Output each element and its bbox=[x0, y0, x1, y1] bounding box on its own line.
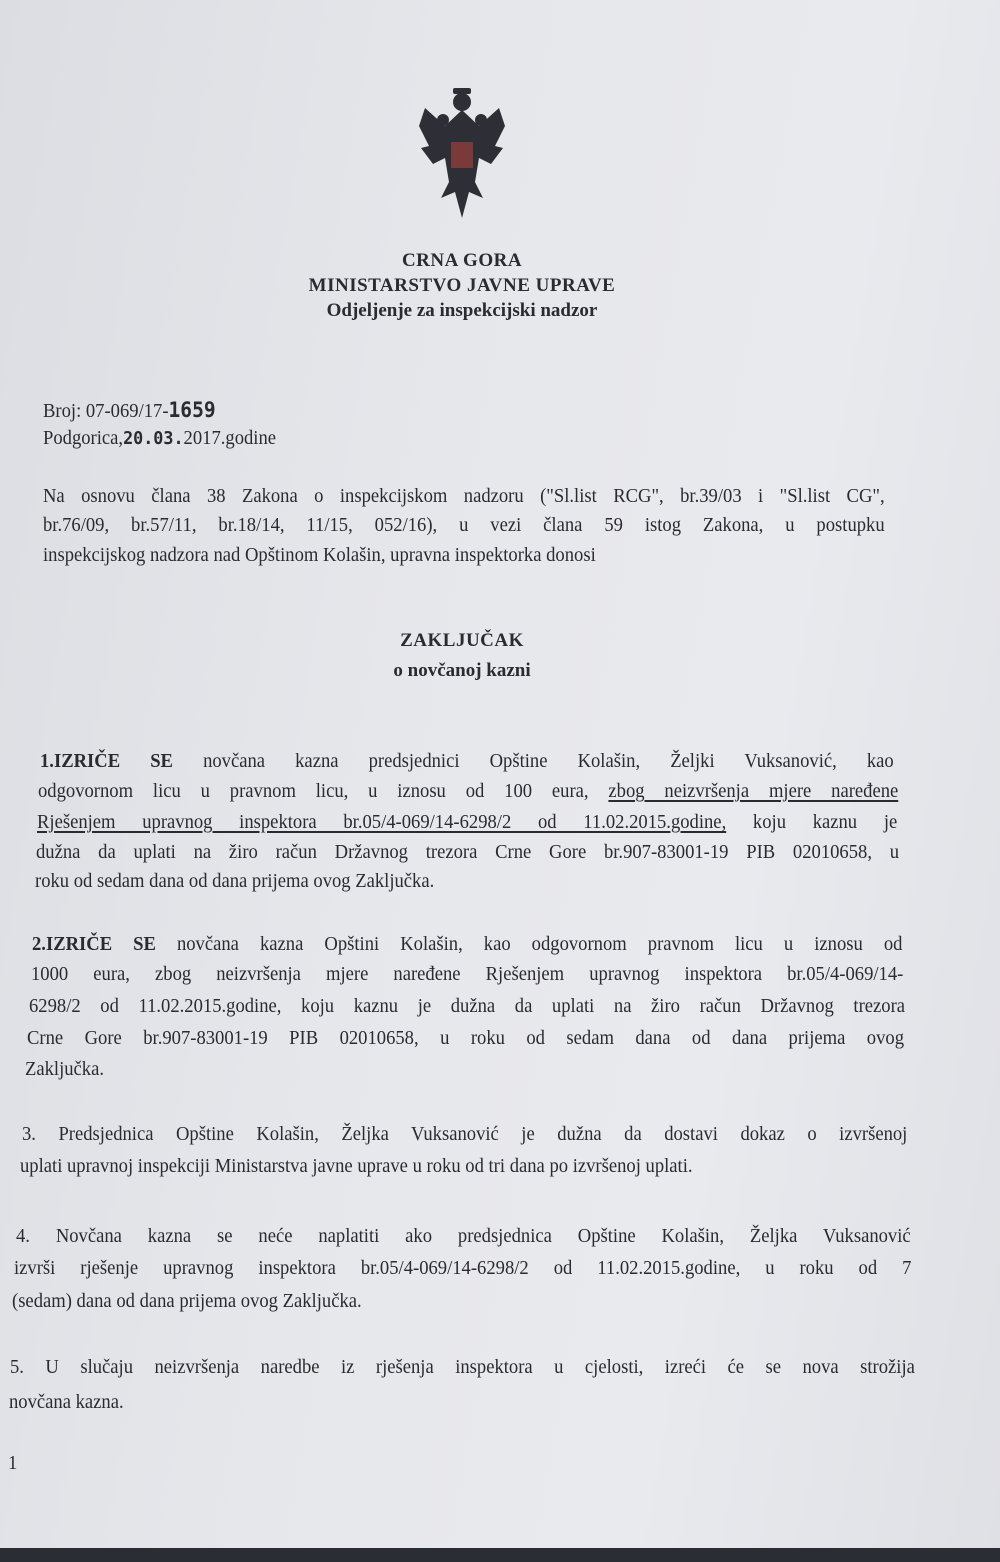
document-number bbox=[43, 398, 216, 423]
p2-line: Zaključka. bbox=[25, 1058, 105, 1080]
p2-line: Crne Gore br.907-83001-19 PIB 02010658, u roku od sedam dana od dana prijema ovog bbox=[27, 1027, 904, 1049]
p1-text: odgovornom licu u pravnom licu, u iznosu od 100 eura, bbox=[38, 780, 609, 802]
p2-line bbox=[32, 932, 902, 956]
header-department: Odjeljenje za inspekcijski nadzor bbox=[326, 300, 598, 321]
p4-line: 4. Novčana kazna se neće naplatiti ako predsjednica Opštine Kolašin, Željka Vuksanović bbox=[16, 1225, 911, 1247]
coat-of-arms-icon bbox=[415, 86, 509, 222]
number-label: Broj: 07-069/17- bbox=[43, 400, 169, 422]
p1-line bbox=[37, 810, 897, 834]
p1-underlined: zbog neizvršenja mjere naređene bbox=[608, 780, 899, 802]
photo-edge bbox=[0, 1548, 1000, 1562]
p3-line: 3. Predsjednica Opštine Kolašin, Željka Vuksanović je dužna da dostavi dokaz o izvršenoj bbox=[22, 1123, 908, 1145]
p2-line: 6298/2 od 11.02.2015.godine, koju kaznu je dužna da uplati na žiro račun Državnog trezora bbox=[29, 995, 906, 1017]
p1-bold: 1.IZRIČE SE bbox=[40, 750, 173, 772]
p2-bold: 2.IZRIČE SE bbox=[32, 933, 156, 955]
place: Podgorica, bbox=[43, 427, 124, 449]
intro-line: inspekcijskog nadzora nad Opštinom Kolašin, upravna inspektorka donosi bbox=[43, 544, 596, 566]
p1-line bbox=[40, 749, 894, 773]
header-country: CRNA GORA bbox=[401, 250, 523, 271]
document-subtitle: o novčanoj kazni bbox=[393, 660, 531, 681]
intro-line: br.76/09, br.57/11, br.18/14, 11/15, 052/16), u vezi člana 59 istog Zakona, u postupku bbox=[43, 514, 885, 536]
date-year: 2017.godine bbox=[183, 427, 277, 449]
p4-line: (sedam) dana od dana prijema ovog Zaključka. bbox=[12, 1290, 362, 1312]
handwritten-number: 1659 bbox=[168, 398, 216, 422]
page-number: 1 bbox=[8, 1452, 18, 1474]
p1-line: dužna da uplati na žiro račun Državnog trezora Crne Gore br.907-83001-19 PIB 02010658, u bbox=[36, 841, 900, 863]
handwritten-date: 20.03. bbox=[123, 428, 184, 449]
p5-line: novčana kazna. bbox=[9, 1391, 124, 1413]
p5-line: 5. U slučaju neizvršenja naredbe iz rješenja inspektora u cjelosti, izreći će se nova strožija bbox=[10, 1356, 915, 1378]
p3-line: uplati upravnoj inspekciji Ministarstva javne uprave u roku od tri dana po izvršenoj uplati. bbox=[20, 1155, 693, 1177]
p1-line: roku od sedam dana od dana prijema ovog Zaključka. bbox=[35, 870, 435, 892]
p1-text: koju kaznu je bbox=[726, 811, 898, 833]
p1-text: novčana kazna predsjednici Opštine Kolašin, Željki Vuksanović, kao bbox=[172, 750, 894, 772]
p4-line: izvrši rješenje upravnog inspektora br.05/4-069/14-6298/2 od 11.02.2015.godine, u roku od 7 bbox=[14, 1257, 912, 1279]
header-ministry: MINISTARSTVO JAVNE UPRAVE bbox=[308, 275, 616, 296]
document-date bbox=[43, 426, 276, 451]
document-title: ZAKLJUČAK bbox=[400, 630, 524, 651]
p1-line bbox=[38, 779, 898, 803]
p2-text: novčana kazna Opštini Kolašin, kao odgovornom pravnom licu u iznosu od bbox=[155, 933, 903, 955]
p2-line: 1000 eura, zbog neizvršenja mjere naređene Rješenjem upravnog inspektora br.05/4-069/14- bbox=[31, 963, 904, 985]
p1-underlined: Rješenjem upravnog inspektora br.05/4-069/14-6298/2 od 11.02.2015.godine, bbox=[37, 811, 727, 833]
intro-line: Na osnovu člana 38 Zakona o inspekcijskom nadzoru ("Sl.list RCG", br.39/03 i "Sl.list CG", bbox=[43, 485, 885, 507]
